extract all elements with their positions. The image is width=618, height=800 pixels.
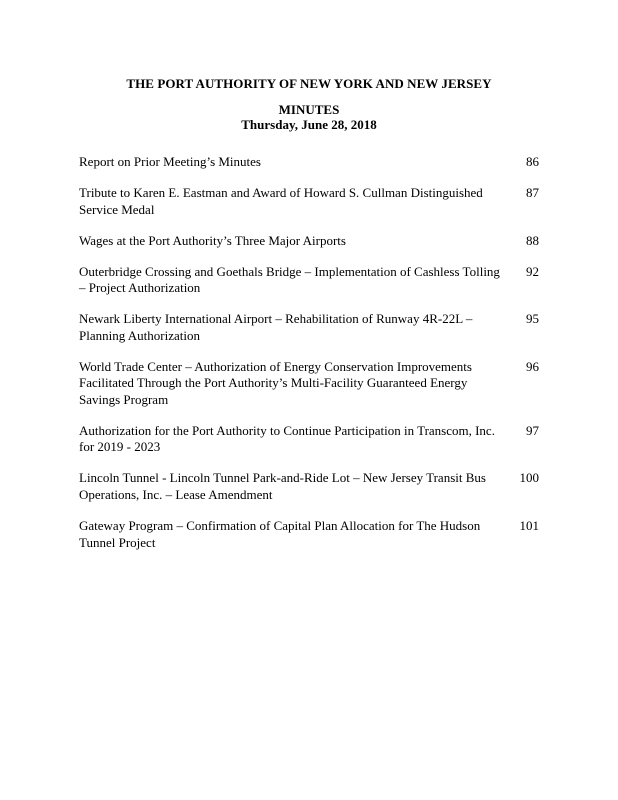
toc-entry-page: 88 xyxy=(526,232,539,248)
toc-entry xyxy=(79,311,539,344)
toc-entry xyxy=(79,470,539,503)
toc-entry-page: 96 xyxy=(526,358,539,374)
toc-entry-page: 100 xyxy=(519,470,539,486)
toc-entry-title: Report on Prior Meeting’s Minutes xyxy=(79,154,261,169)
toc-entry xyxy=(79,185,539,218)
meeting-date: Thursday, June 28, 2018 xyxy=(241,117,377,132)
toc-entry xyxy=(79,359,539,409)
toc-entry-page: 92 xyxy=(526,263,539,279)
document-title: MINUTES xyxy=(278,102,340,117)
toc-entry-title: Authorization for the Port Authority to Continue Participation in Transcom, Inc. for 2019 - 2023 xyxy=(79,422,495,455)
toc-entry xyxy=(79,233,539,250)
toc-entry-page: 101 xyxy=(519,518,539,534)
toc-entry-title: Lincoln Tunnel - Lincoln Tunnel Park-and-Ride Lot – New Jersey Transit Bus Operations, Inc. – Lease Amendment xyxy=(79,470,486,503)
toc-entry-page: 97 xyxy=(526,422,539,438)
toc-entry-title: World Trade Center – Authorization of Energy Conservation Improvements Facilitated Through the Port Authority’s Multi-Facility Guaranteed Energy Savings Program xyxy=(79,358,472,407)
toc-entry-page: 95 xyxy=(526,311,539,327)
table-of-contents xyxy=(79,154,539,566)
toc-entry xyxy=(79,154,539,171)
organization-heading: THE PORT AUTHORITY OF NEW YORK AND NEW JERSEY xyxy=(126,76,492,91)
toc-entry-title: Gateway Program – Confirmation of Capital Plan Allocation for The Hudson Tunnel Project xyxy=(79,518,481,550)
toc-entry-page: 87 xyxy=(526,184,539,200)
toc-entry-title: Tribute to Karen E. Eastman and Award of Howard S. Cullman Distinguished Service Medal xyxy=(79,184,483,217)
toc-entry xyxy=(79,423,539,456)
toc-entry-title: Outerbridge Crossing and Goethals Bridge – Implementation of Cashless Tolling – Project Authorization xyxy=(79,263,500,296)
toc-entry-title: Wages at the Port Authority’s Three Major Airports xyxy=(79,232,346,248)
toc-entry-page: 86 xyxy=(526,154,539,169)
toc-entry xyxy=(79,518,539,551)
toc-entry xyxy=(79,264,539,297)
toc-entry-title: Newark Liberty International Airport – Rehabilitation of Runway 4R-22L – Planning Authorization xyxy=(79,311,473,343)
